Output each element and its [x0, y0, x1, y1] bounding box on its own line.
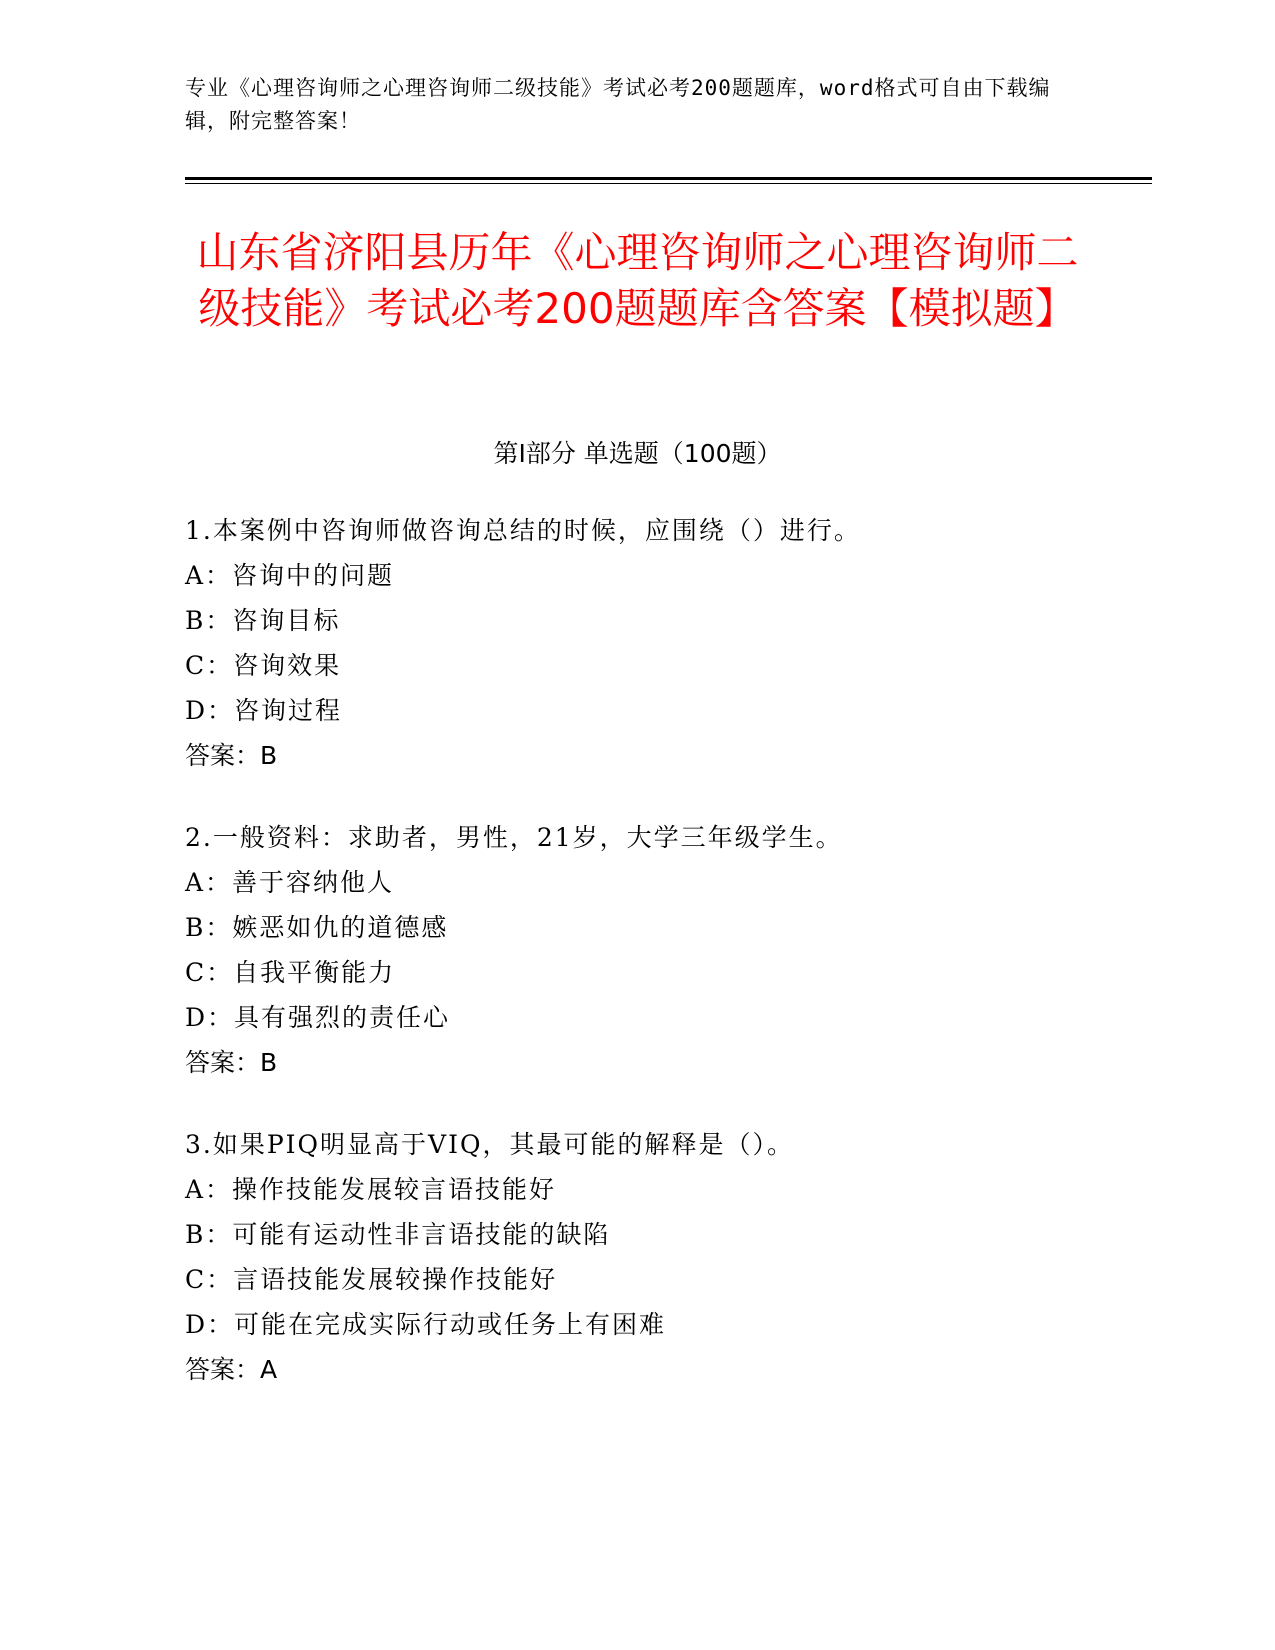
option-b: B：嫉恶如仇的道德感 [185, 913, 449, 942]
option-b: B：咨询目标 [185, 606, 341, 635]
option-a: A：善于容纳他人 [185, 868, 395, 897]
answer: 答案：B [185, 741, 278, 770]
option-b: B：可能有运动性非言语技能的缺陷 [185, 1220, 611, 1249]
option-d: D：可能在完成实际行动或任务上有困难 [185, 1310, 667, 1339]
answer: 答案：B [185, 1048, 278, 1077]
option-a: A：咨询中的问题 [185, 561, 395, 590]
option-d: D：具有强烈的责任心 [185, 1003, 451, 1032]
option-c: C：自我平衡能力 [185, 958, 396, 987]
answer: 答案：A [185, 1355, 278, 1384]
header-divider-thick [185, 177, 1152, 180]
question-3 [185, 1122, 1145, 1392]
header-note: 专业《心理咨询师之心理咨询师二级技能》考试必考200题题库，word格式可自由下载编辑，附完整答案！ [185, 76, 1051, 133]
option-c: C：咨询效果 [185, 651, 342, 680]
question-2 [185, 815, 1145, 1085]
option-a: A：操作技能发展较言语技能好 [185, 1175, 557, 1204]
document-title: 山东省济阳县历年《心理咨询师之心理咨询师二级技能》考试必考200题题库含答案【模拟题】 [196, 228, 1079, 333]
question-stem: 2.一般资料：求助者，男性，21岁，大学三年级学生。 [185, 823, 843, 852]
question-stem: 1.本案例中咨询师做咨询总结的时候，应围绕（）进行。 [185, 516, 861, 545]
question-stem: 3.如果PIQ明显高于VIQ，其最可能的解释是（）。 [185, 1130, 794, 1159]
section-title: 第I部分 单选题（100题） [493, 439, 782, 468]
question-1 [185, 508, 1145, 778]
option-c: C：言语技能发展较操作技能好 [185, 1265, 558, 1294]
header-divider-thin [185, 183, 1152, 184]
option-d: D：咨询过程 [185, 696, 343, 725]
